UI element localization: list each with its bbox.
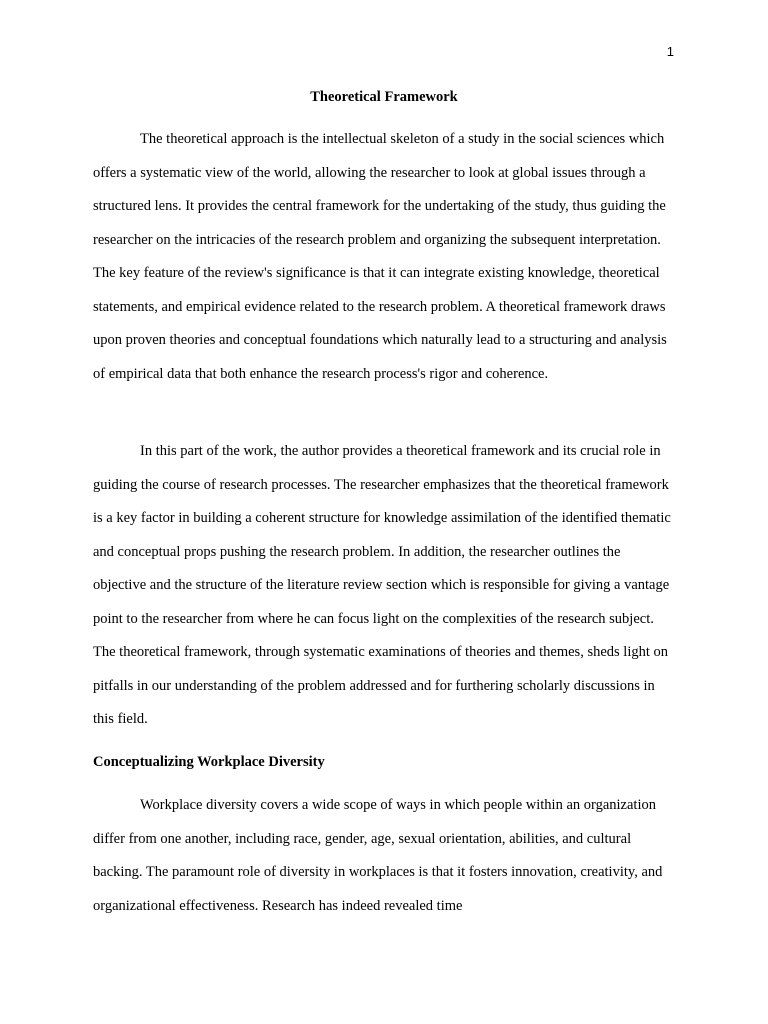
document-title: Theoretical Framework xyxy=(310,89,458,105)
paragraph-2: In this part of the work, the author provides a theoretical framework and its crucial role in guiding the course of research processes. The researcher emphasizes that the theoretical framework is a key factor in building a coherent structure for knowledge assimilation of the identified thematic and conceptual props pushing the research problem. In addition, the researcher outlines the objective and the structure of the literature review section which is responsible for giving a vantage point to the researcher from where he can focus light on the complexities of the research subject. The theoretical framework, through systematic examinations of theories and themes, sheds light on pitfalls in our understanding of the problem addressed and for furthering scholarly discussions in this field. xyxy=(93,443,671,727)
section-heading: Conceptualizing Workplace Diversity xyxy=(93,754,325,770)
paragraph-1: The theoretical approach is the intellectual skeleton of a study in the social sciences which offers a systematic view of the world, allowing the researcher to look at global issues through a structured lens. It provides the central framework for the undertaking of the study, thus guiding the researcher on the intricacies of the research problem and organizing the subsequent interpretation. The key feature of the review's significance is that it can integrate existing knowledge, theoretical statements, and empirical evidence related to the research problem. A theoretical framework draws upon proven theories and conceptual foundations which naturally lead to a structuring and analysis of empirical data that both enhance the research process's rigor and coherence. xyxy=(93,131,667,382)
page-number: 1 xyxy=(666,44,674,59)
paragraph-3: Workplace diversity covers a wide scope of ways in which people within an organization differ from one another, including race, gender, age, sexual orientation, abilities, and cultural backing. The paramount role of diversity in workplaces is that it fosters innovation, creativity, and organizational effectiveness. Research has indeed revealed time xyxy=(93,797,663,914)
